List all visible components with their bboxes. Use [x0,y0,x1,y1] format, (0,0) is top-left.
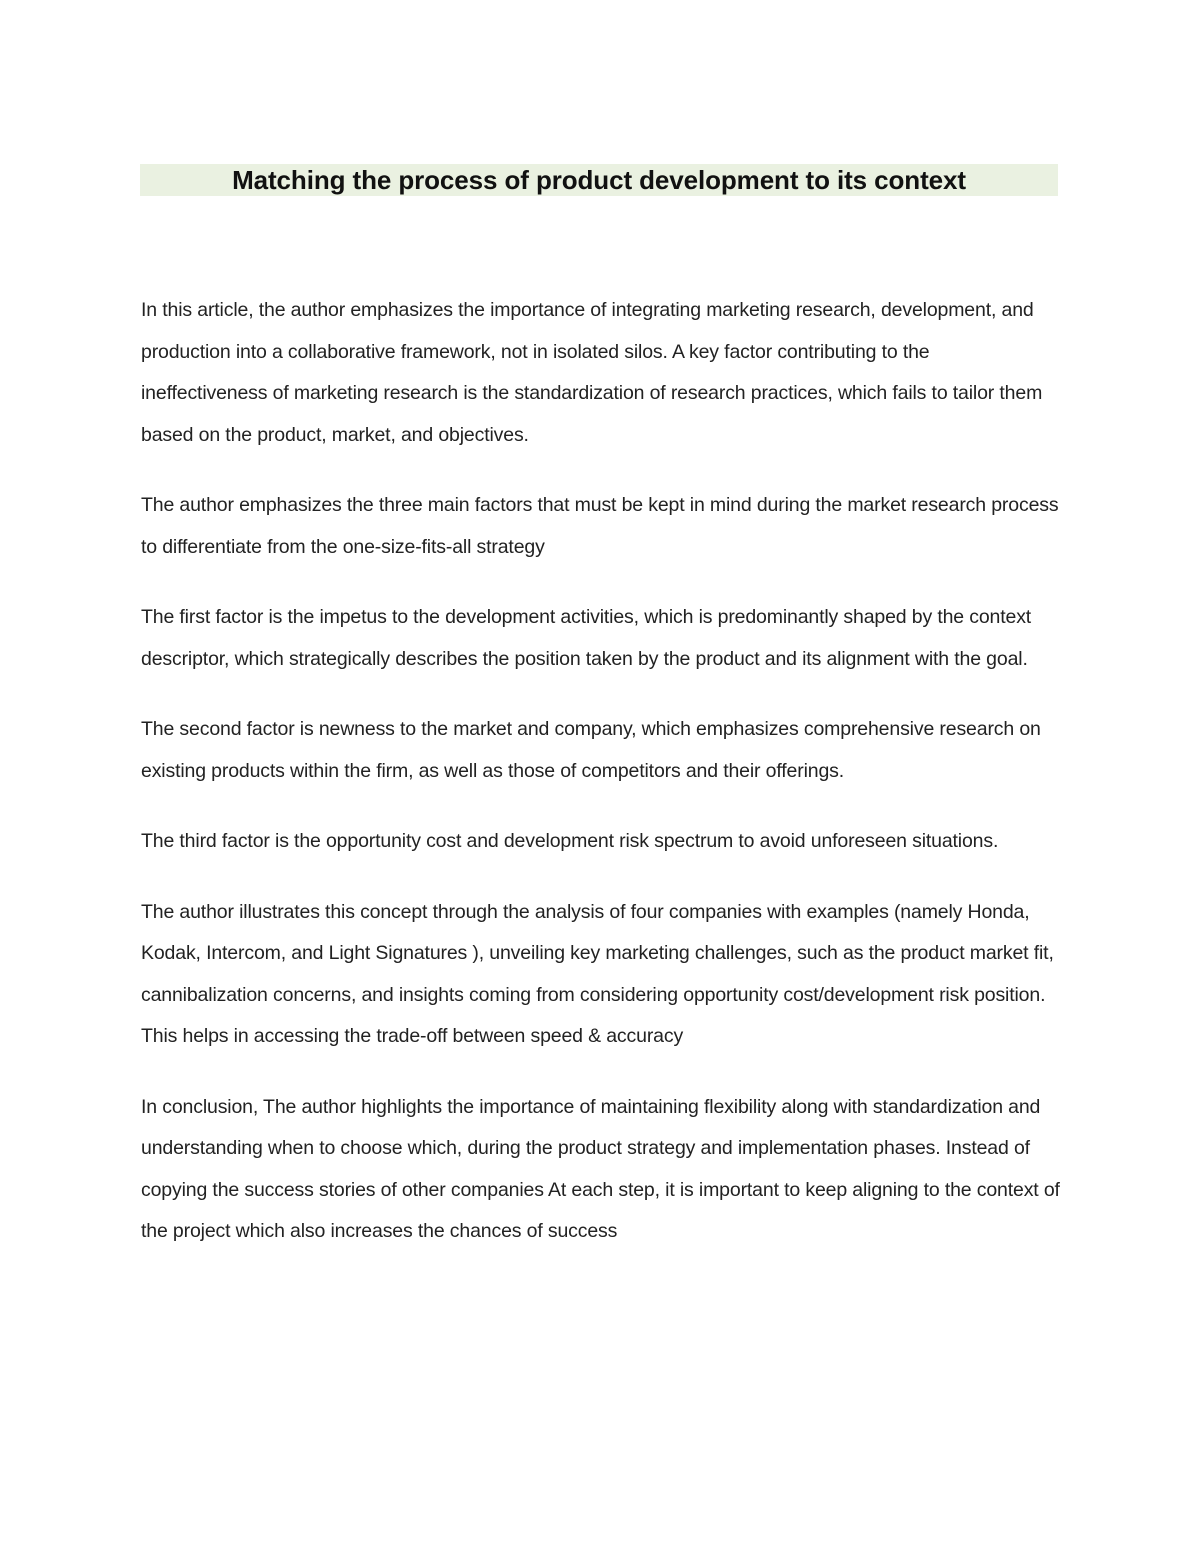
paragraph-first-factor: The first factor is the impetus to the development activities, which is predominantly shaped by the context descriptor, which strategically describes the position taken by the product and its alignment with the goal. [141,606,1032,670]
paragraph-third-factor: The third factor is the opportunity cost and development risk spectrum to avoid unforeseen situations. [141,830,999,852]
paragraph-intro: In this article, the author emphasizes the importance of integrating marketing research, development, and production into a collaborative framework, not in isolated silos. A key factor contributing to the ineffectiveness of marketing research is the standardization of research practices, which fails to tailor them based on the product, market, and objectives. [141,299,1043,446]
paragraph-three-factors: The author emphasizes the three main factors that must be kept in mind during the market research process to differentiate from the one-size-fits-all strategy [141,494,1059,558]
title-highlight [140,164,1058,196]
paragraph-conclusion: In conclusion, The author highlights the importance of maintaining flexibility along with standardization and understanding when to choose which, during the product strategy and implementation phases. Instead of copying the success stories of other companies At each step, it is important to keep aligning to the context of the project which also increases the chances of success [141,1095,1060,1242]
document-title: Matching the process of product development to its context [232,165,966,195]
paragraph-second-factor: The second factor is newness to the market and company, which emphasizes comprehensive research on existing products within the firm, as well as those of competitors and their offerings. [141,718,1041,782]
document-body [141,290,1061,1282]
paragraph-companies: The author illustrates this concept through the analysis of four companies with examples (namely Honda, Kodak, Intercom, and Light Signatures ), unveiling key marketing challenges, such as the product market fit, cannibalization concerns, and insights coming from considering opportunity cost/development risk position. This helps in accessing the trade-off between speed & accuracy [141,900,1054,1047]
